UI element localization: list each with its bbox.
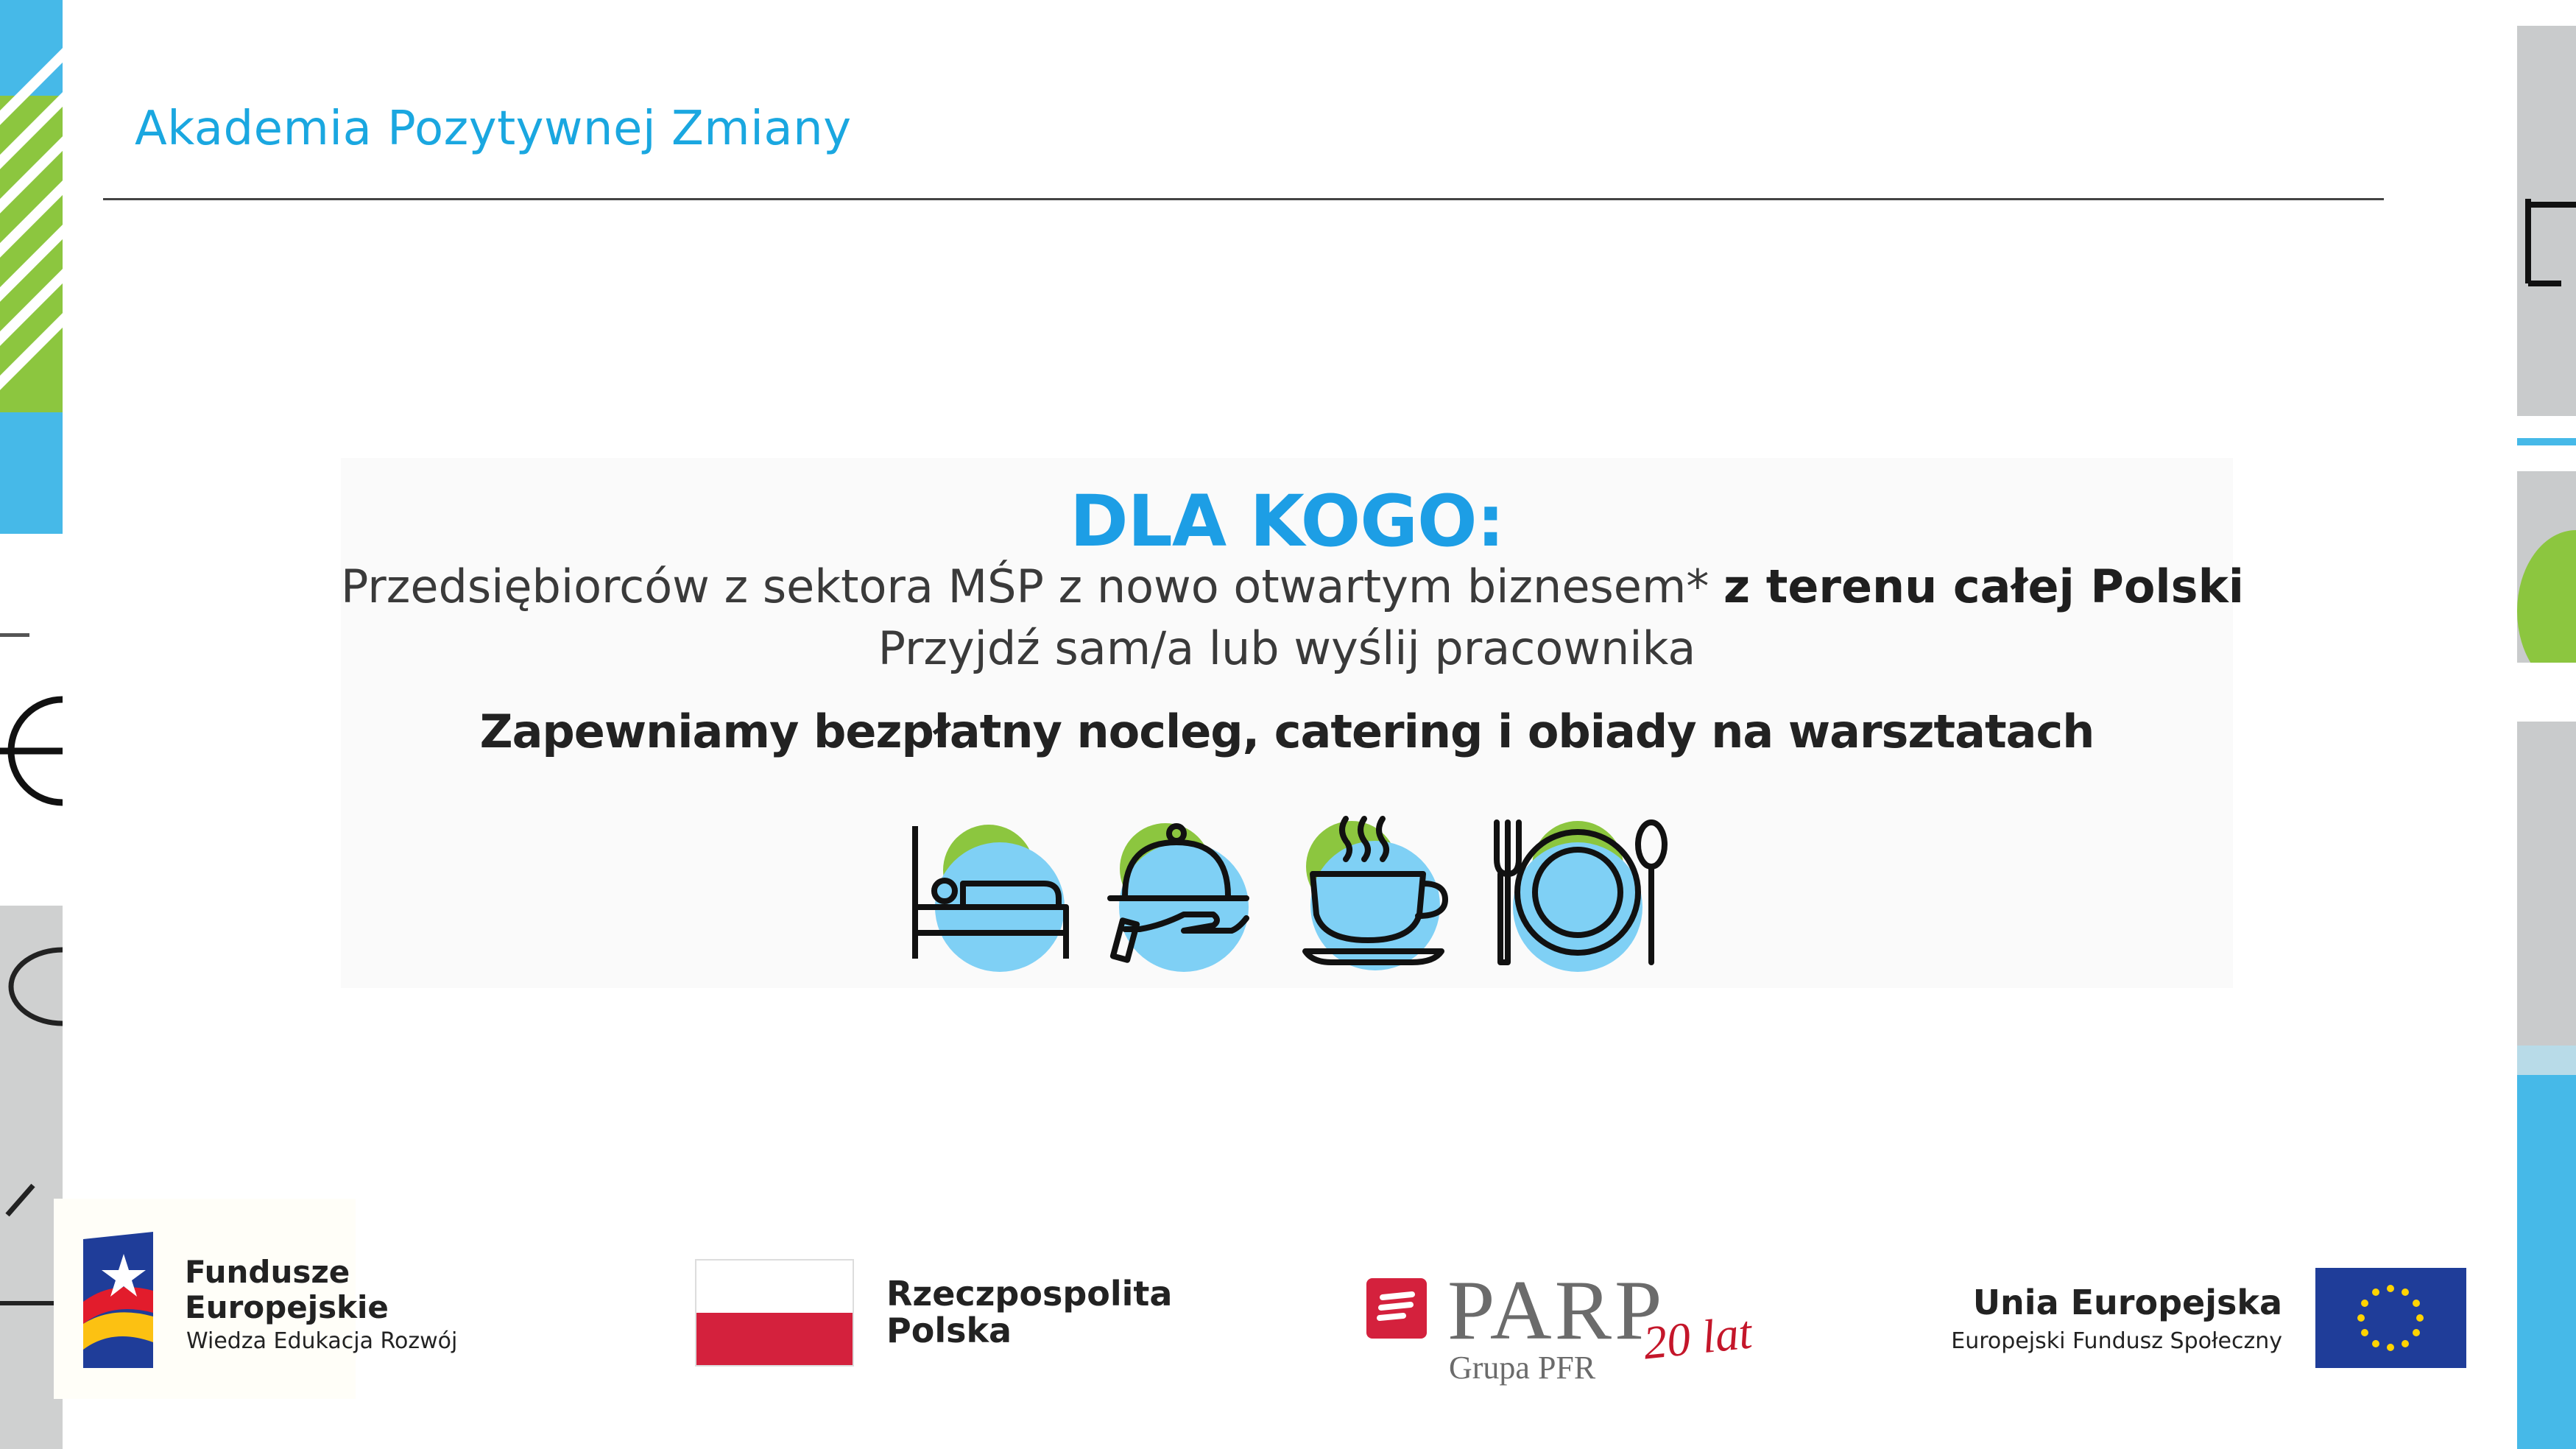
eu-stars-icon bbox=[2315, 1268, 2466, 1368]
header-divider bbox=[103, 198, 2384, 200]
rp-text bbox=[886, 1275, 1172, 1349]
parp-anniversary: 20 lat bbox=[1640, 1305, 1754, 1369]
parp-wordmark: PARP bbox=[1447, 1263, 1665, 1358]
fe-title-line2: Europejskie bbox=[185, 1289, 389, 1325]
parp-mark-icon bbox=[1366, 1278, 1427, 1339]
ue-subtitle: Europejski Fundusz Społeczny bbox=[1951, 1328, 2282, 1354]
bed-icon bbox=[908, 804, 1092, 984]
info-card bbox=[341, 458, 2245, 988]
fe-star-icon bbox=[83, 1232, 157, 1372]
fe-title bbox=[185, 1255, 389, 1325]
eu-flag bbox=[2315, 1268, 2466, 1368]
benefits-icon-row bbox=[908, 804, 1666, 984]
audience-text: Przedsiębiorców z sektora MŚP z nowo otwartym biznesem* bbox=[341, 560, 1724, 613]
rp-line2: Polska bbox=[886, 1311, 1012, 1350]
fe-subtitle: Wiedza Edukacja Rozwój bbox=[186, 1328, 458, 1354]
serving-cloche-icon bbox=[1103, 804, 1287, 984]
rp-line1: Rzeczpospolita bbox=[886, 1274, 1173, 1314]
logo-parp bbox=[1366, 1263, 1764, 1399]
logo-fundusze-europejskie bbox=[54, 1199, 458, 1399]
right-strip-graphic bbox=[2517, 0, 2576, 1449]
audience-line bbox=[341, 560, 2245, 613]
parp-group: Grupa PFR bbox=[1449, 1350, 1596, 1386]
right-decorative-strip bbox=[2517, 0, 2576, 1449]
cutlery-plate-icon bbox=[1486, 804, 1677, 984]
logo-unia-europejska bbox=[1951, 1268, 2466, 1371]
attendance-line: Przyjdź sam/a lub wyślij pracownika bbox=[878, 621, 1696, 675]
card-heading: DLA KOGO: bbox=[1069, 480, 1505, 563]
coffee-cup-icon bbox=[1294, 804, 1478, 984]
polish-flag bbox=[695, 1259, 854, 1367]
audience-region-text: z terenu całej Polski bbox=[1723, 560, 2245, 613]
ue-title: Unia Europejska bbox=[1972, 1283, 2282, 1322]
benefits-line: Zapewniamy bezpłatny nocleg, catering i obiady na warsztatach bbox=[479, 705, 2095, 758]
page-title: Akademia Pozytywnej Zmiany bbox=[135, 102, 852, 156]
fe-title-line1: Fundusze bbox=[185, 1254, 350, 1290]
